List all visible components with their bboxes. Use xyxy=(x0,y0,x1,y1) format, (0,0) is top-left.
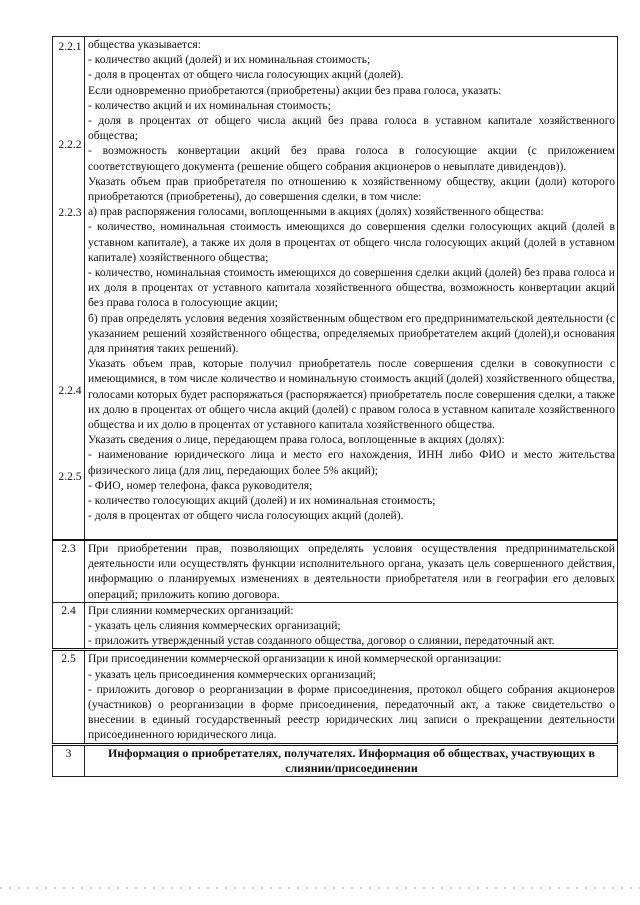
text-line: - количество, номинальная стоимость имеющихся до совершения сделки акций (долей) без права голоса и их доля в процентах от уставного капитала хозяйственного общества, возможность конвертации акций без права голоса в голосующие акции; xyxy=(88,266,615,310)
item-number-2-2-4: 2.2.4 xyxy=(58,384,82,397)
document-page xyxy=(52,36,618,777)
text-line: При слиянии коммерческих организаций: xyxy=(88,603,294,617)
text-line: - указать цель присоединения коммерческих организаций; xyxy=(88,667,376,681)
requirements-table xyxy=(52,36,618,777)
text-line: Если одновременно приобретаются (приобретены) акции без права голоса, указать: xyxy=(88,83,502,97)
text-line: - приложить договор о реорганизации в форме присоединения, протокол общего собрания акционеров (участников) о реорганизации в форме присоединения, передаточный акт, а также свидетельство о внесении в единый государственный реестр юридических лиц записи о прекращении деятельности присоединенного юридического лица. xyxy=(88,682,615,742)
text-line: - количество акций (долей) и их номинальная стоимость; xyxy=(88,53,371,67)
text-line: - доля в процентах от общего числа акций без права голоса в уставном капитале хозяйственного общества; xyxy=(88,114,615,143)
text-line: - возможность конвертации акций без права голоса в голосующие акции (с приложением соответствующего документа (решение общего собрания акционеров о невыплате дивидендов)). xyxy=(88,144,615,173)
text-line: Указать сведения о лице, передающем права голоса, воплощенные в акциях (долях): xyxy=(88,433,505,447)
row-number-cell xyxy=(53,602,85,650)
text-line: - доля в процентах от общего числа голосующих акций (долей). xyxy=(88,509,404,523)
row-content-cell xyxy=(85,650,618,744)
text-line: Указать объем прав, которые получил приобретатель после совершения сделки в совокупности с имеющимися, в том числе количество и номинальную стоимость акций (долей) хозяйственного общества, голосами которых будет распоряжаться (распоряжается) приобретатель после совершения сделки, а также их долю в процентах от общего числа акций (долей) с правом голоса в уставном капитале хозяйственного общества и их долю в процентах от уставного капитала хозяйственного общества. xyxy=(88,357,615,432)
item-number-2-2-5: 2.2.5 xyxy=(58,470,82,483)
text-line: а) прав распоряжения голосами, воплощенными в акциях (долях) хозяйственного общества: xyxy=(88,205,544,219)
table-row-2-4 xyxy=(53,602,618,650)
row-content-cell xyxy=(85,602,618,650)
section-heading: Информация о приобретателях, получателях. Информация об обществах, участвующих в слиянии/присоединении xyxy=(85,744,618,776)
row-number-cell xyxy=(53,744,85,776)
scan-noise-divider xyxy=(0,887,640,889)
row-content-cell xyxy=(85,37,618,541)
item-number-2-4: 2.4 xyxy=(61,603,76,617)
table-row-2-3 xyxy=(53,540,618,602)
text-line: - ФИО, номер телефона, факса руководителя; xyxy=(88,478,313,492)
text-line: - количество акций и их номинальная стоимость; xyxy=(88,98,331,112)
table-row-3 xyxy=(53,744,618,776)
text-line: - доля в процентах от общего числа голосующих акций (долей). xyxy=(88,68,404,82)
table-row-2-2 xyxy=(53,37,618,541)
item-number-3: 3 xyxy=(65,746,72,760)
item-number-2-2-3: 2.2.3 xyxy=(58,206,82,219)
row-number-cell xyxy=(53,650,85,744)
row-number-cell xyxy=(53,540,85,602)
text-line: - приложить утвержденный устав созданного общества, договор о слиянии, передаточный акт. xyxy=(88,634,555,648)
table-row-2-5 xyxy=(53,650,618,744)
item-number-2-5: 2.5 xyxy=(61,652,76,666)
text-line: Указать объем прав приобретателя по отношению к хозяйственному обществу, акции (доли) которого приобретаются (приобретены), до совершения сделки, в том числе: xyxy=(88,174,615,204)
text-line: - количество, номинальная стоимость имеющихся до совершения сделки голосующих акций (долей в уставном капитале), а также их доля в процентах от общего числа голосующих акций (долей в уставном капитале) хозяйственного общества; xyxy=(88,220,615,264)
row-content-cell xyxy=(85,540,618,602)
row-number-cell xyxy=(53,37,85,541)
text-line: общества указывается: xyxy=(88,38,201,51)
item-number-2-3: 2.3 xyxy=(61,542,76,555)
text-line: б) прав определять условия ведения хозяйственным обществом его предпринимательской деятельности (с указанием решений хозяйственного общества, определяемых приобретателем акций (долей),и основания для принятия таких решений). xyxy=(88,311,615,356)
text-line: - указать цель слияния коммерческих организаций; xyxy=(88,619,341,633)
text-line: - наименование юридического лица и место его нахождения, ИНН либо ФИО и место жительства физического лица (для лиц, передающих более 5% акций); xyxy=(88,448,615,477)
text-line: - количество голосующих акций (долей) и их номинальная стоимость; xyxy=(88,494,436,508)
item-number-2-2-2: 2.2.2 xyxy=(58,138,82,151)
item-number-2-2-1: 2.2.1 xyxy=(58,40,82,53)
text-line: При присоединении коммерческой организации к иной коммерческой организации: xyxy=(88,652,502,666)
text-line: При приобретении прав, позволяющих определять условия осуществления предпринимательской деятельности или осуществлять функции исполнительного органа, указать цель совершенного действия, информацию о планируемых изменениях в деятельности приобретателя или в географии его деловых операций; приложить копию договора. xyxy=(88,542,615,601)
